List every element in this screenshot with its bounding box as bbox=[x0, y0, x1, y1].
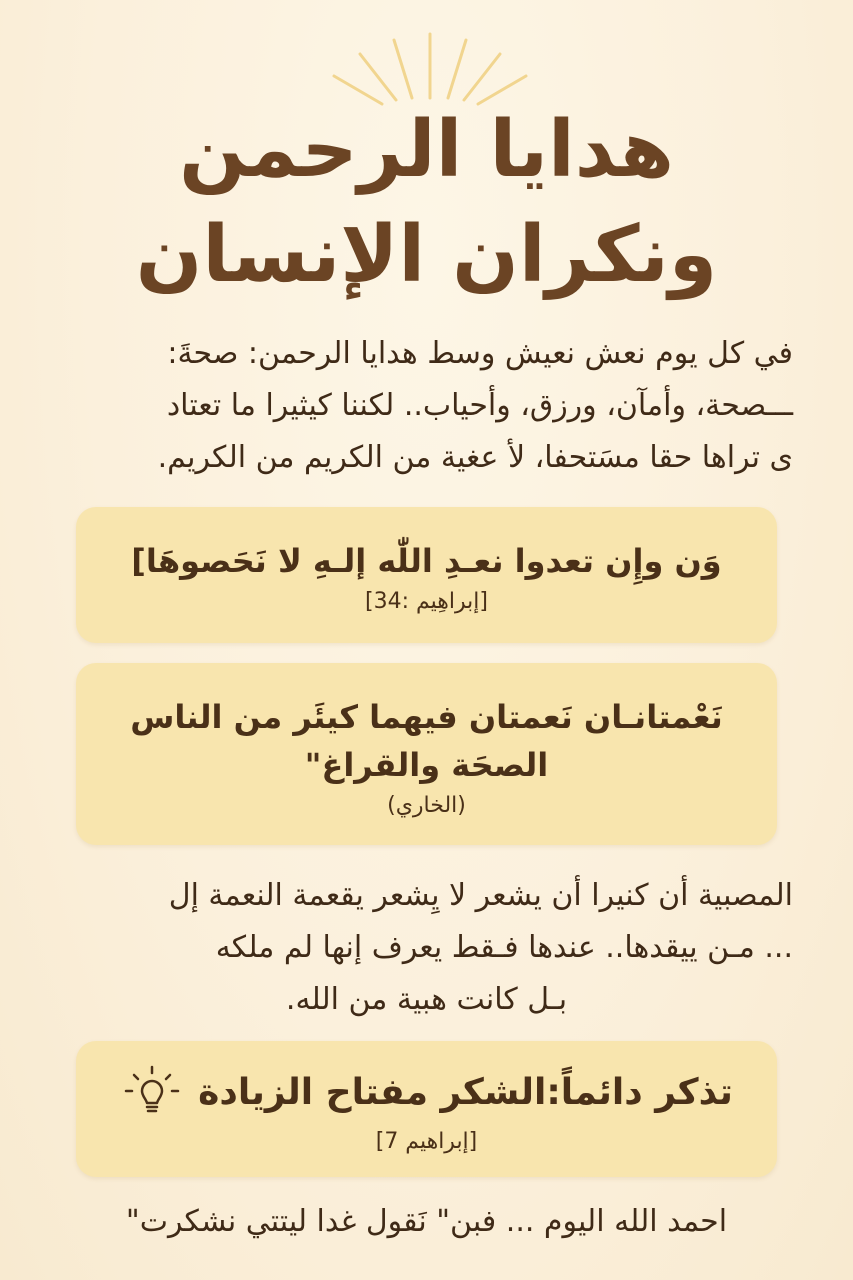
hadith-card bbox=[76, 663, 777, 845]
hadith-reference: (الخاري) bbox=[387, 793, 466, 818]
outro-line-1: المصبية أن كنيرا أن يشعر لا يِشعر يقعمة النعمة إل bbox=[168, 878, 793, 913]
outro-line-2: ... مـن ييقدها.. عندها فـقط يعرف إنها لم ملكه bbox=[215, 930, 793, 965]
verse-text: وَن وإِن تعدوا نعـدِ اللّٰه إلـهِ لا نَحَصوهَا] bbox=[131, 542, 722, 580]
verse-card bbox=[76, 507, 777, 643]
sun-rays-decoration bbox=[320, 28, 540, 108]
reminder-row bbox=[76, 1041, 777, 1125]
intro-line-2: ـــصحة، وأمآن، ورزق، وأحياب.. لكننا كيثيرا ما تعتاد bbox=[166, 388, 793, 423]
verse-reference: [إبراهِيم :34] bbox=[365, 589, 488, 614]
outro-line-3: بـل كانت هبية من الله. bbox=[285, 982, 568, 1017]
reminder-reference: [إبراهيم 7] bbox=[375, 1129, 478, 1154]
reminder-card bbox=[76, 1041, 777, 1177]
page-title-line-2: ونكران الإنسان bbox=[135, 210, 718, 300]
intro-line-1: في كل يوم نعش نعيش وسط هدايا الرحمن: صحةَ: bbox=[167, 336, 793, 371]
intro-line-3: ى تراها حقا مسَتحفا، لأ عغية من الكريم من الكريم. bbox=[157, 440, 793, 475]
outro-paragraph bbox=[60, 870, 793, 1026]
closing-line: احمد الله اليوم ... فبن" نَقول غدا ليتتي نشكرت" bbox=[125, 1204, 728, 1239]
intro-paragraph bbox=[60, 328, 793, 484]
reminder-text: تذكر دائماً:الشكر مفتاح الزيادة bbox=[198, 1072, 733, 1113]
hadith-line-1: نَعْمتانـان نَعمتان فيهما كيئَر من الناس bbox=[130, 698, 723, 736]
lightbulb-icon bbox=[120, 1061, 184, 1125]
hadith-line-2: الصحَة والقراغ" bbox=[304, 746, 549, 784]
page-title-line-1: هدايا الرحمن bbox=[179, 105, 674, 195]
